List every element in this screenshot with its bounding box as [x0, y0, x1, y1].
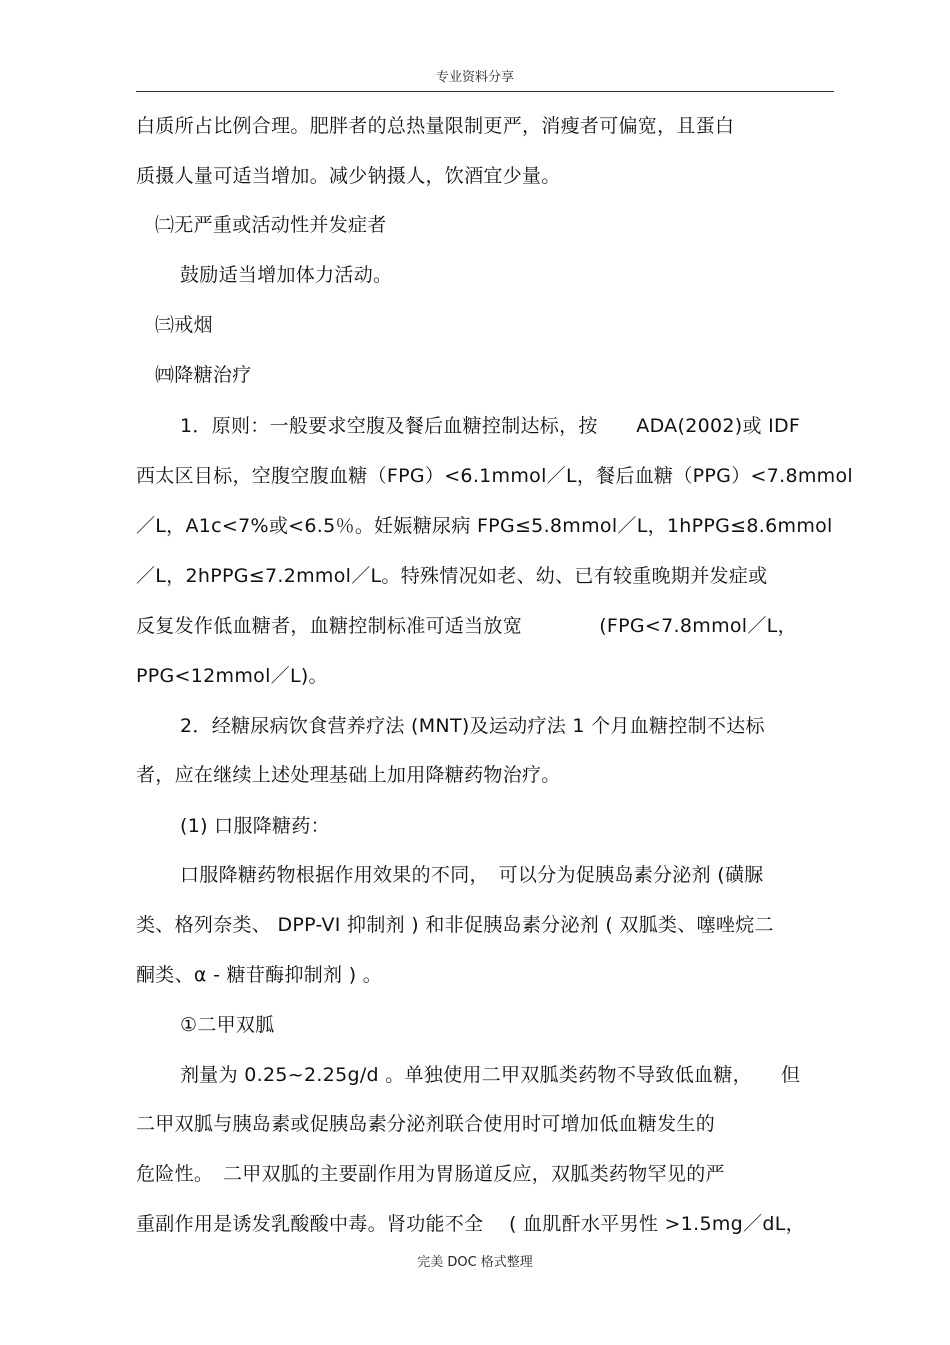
text-line: PPG<12mmol／L)。	[136, 665, 328, 687]
subsection-heading: ①二甲双胍	[180, 1014, 275, 1036]
text-line: 酮类、α - 糖苷酶抑制剂 ) 。	[136, 964, 383, 986]
text-line: 者，应在继续上述处理基础上加用降糖药物治疗。	[136, 764, 561, 786]
text-line: 剂量为 0.25~2.25g/d 。单独使用二甲双胍类药物不导致低血糖， 但	[180, 1064, 801, 1086]
text-line: 二甲双胍与胰岛素或促胰岛素分泌剂联合使用时可增加低血糖发生的	[136, 1113, 716, 1135]
text-line: 口服降糖药物根据作用效果的不同， 可以分为促胰岛素分泌剂 (磺脲	[180, 864, 764, 886]
text-line: 2．经糖尿病饮食营养疗法 (MNT)及运动疗法 1 个月血糖控制不达标	[180, 715, 765, 737]
text-line: 反复发作低血糖者，血糖控制标准可适当放宽 (FPG<7.8mmol／L，	[136, 615, 797, 637]
text-line: 类、格列奈类、 DPP-VI 抑制剂 ) 和非促胰岛素分泌剂 ( 双胍类、噻唑烷二	[136, 914, 774, 936]
page-header: 专业资料分享	[435, 70, 514, 85]
text-line: ／L，A1c<7%或<6.5％。妊娠糖尿病 FPG≤5.8mmol／L，1hPPG≤8.6mmol	[136, 515, 833, 537]
section-heading: ㈢戒烟	[155, 314, 213, 336]
text-line: 白质所占比例合理。肥胖者的总热量限制更严，消瘦者可偏宽，且蛋白	[136, 115, 735, 137]
header-rule	[136, 91, 834, 92]
section-heading: ㈣降糖治疗	[155, 364, 252, 386]
text-line: 危险性。 二甲双胍的主要副作用为胃肠道反应，双胍类药物罕见的严	[136, 1163, 725, 1185]
text-line: 质摄人量可适当增加。减少钠摄人，饮酒宜少量。	[136, 165, 561, 187]
text-line: 鼓励适当增加体力活动。	[180, 264, 393, 286]
text-line: 重副作用是诱发乳酸酸中毒。肾功能不全 ( 血肌酐水平男性 >1.5mg／dL，	[136, 1213, 805, 1235]
text-line: ／L，2hPPG≤7.2mmol／L。特殊情况如老、幼、已有较重晚期并发症或	[136, 565, 768, 587]
subsection-heading: (1) 口服降糖药：	[180, 815, 330, 837]
text-line: 1．原则：一般要求空腹及餐后血糖控制达标，按 ADA(2002)或 IDF	[180, 415, 801, 437]
page-footer: 完美 DOC 格式整理	[417, 1255, 533, 1270]
text-line: 西太区目标，空腹空腹血糖（FPG）<6.1mmol／L，餐后血糖（PPG）<7.8mmol	[136, 465, 853, 487]
section-heading: ㈡无严重或活动性并发症者	[155, 214, 387, 236]
